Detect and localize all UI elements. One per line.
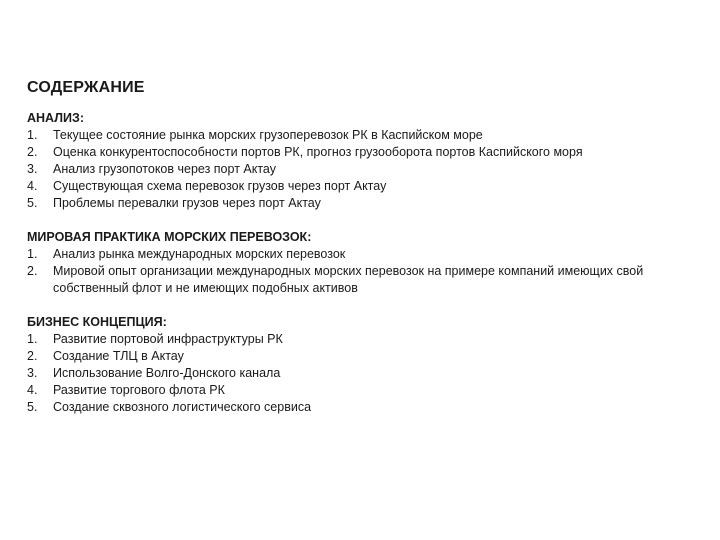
- section-business-concept: [27, 314, 697, 416]
- section-heading: БИЗНЕС КОНЦЕПЦИЯ:: [27, 315, 167, 329]
- item-text: Использование Волго-Донского канала: [53, 366, 281, 380]
- list-item: [27, 382, 697, 399]
- item-number: 5.: [27, 196, 38, 210]
- list-item: [27, 348, 697, 365]
- item-text: Проблемы перевалки грузов через порт Актау: [53, 196, 321, 210]
- section-analysis: [27, 110, 697, 212]
- list-item: [27, 161, 697, 178]
- item-text: Анализ грузопотоков через порт Актау: [53, 162, 276, 176]
- item-text: Создание сквозного логистического сервиса: [53, 400, 312, 414]
- item-number: 4.: [27, 179, 38, 193]
- list-item: [27, 399, 697, 416]
- contents-slide: [27, 78, 697, 433]
- item-text: Оценка конкурентоспособности портов РК, прогноз грузооборота портов Каспийского моря: [53, 145, 583, 159]
- item-number: 2.: [27, 145, 38, 159]
- list-item: [27, 365, 697, 382]
- list-item: [27, 263, 697, 297]
- item-number: 3.: [27, 162, 38, 176]
- section-world-practice: [27, 229, 697, 297]
- slide-title: СОДЕРЖАНИЕ: [27, 79, 145, 96]
- section-heading: АНАЛИЗ:: [27, 111, 84, 125]
- item-number: 1.: [27, 247, 38, 261]
- list-item: [27, 144, 697, 161]
- list-item: [27, 178, 697, 195]
- item-number: 3.: [27, 366, 38, 380]
- item-text: Мировой опыт организации международных морских перевозок на примере компаний имеющих свой собственный флот и не имеющих подобных активов: [53, 264, 644, 295]
- item-text: Создание ТЛЦ в Актау: [53, 349, 184, 363]
- list-item: [27, 127, 697, 144]
- list-item: [27, 246, 697, 263]
- item-text: Текущее состояние рынка морских грузоперевозок РК в Каспийском море: [53, 128, 483, 142]
- list-item: [27, 331, 697, 348]
- item-number: 4.: [27, 383, 38, 397]
- item-text: Развитие портовой инфраструктуры РК: [53, 332, 283, 346]
- item-text: Анализ рынка международных морских перевозок: [53, 247, 346, 261]
- item-number: 1.: [27, 128, 38, 142]
- item-number: 2.: [27, 264, 38, 278]
- section-heading: МИРОВАЯ ПРАКТИКА МОРСКИХ ПЕРЕВОЗОК:: [27, 230, 312, 244]
- item-text: Существующая схема перевозок грузов через порт Актау: [53, 179, 387, 193]
- list-item: [27, 195, 697, 212]
- item-number: 2.: [27, 349, 38, 363]
- item-number: 5.: [27, 400, 38, 414]
- item-number: 1.: [27, 332, 38, 346]
- item-text: Развитие торгового флота РК: [53, 383, 225, 397]
